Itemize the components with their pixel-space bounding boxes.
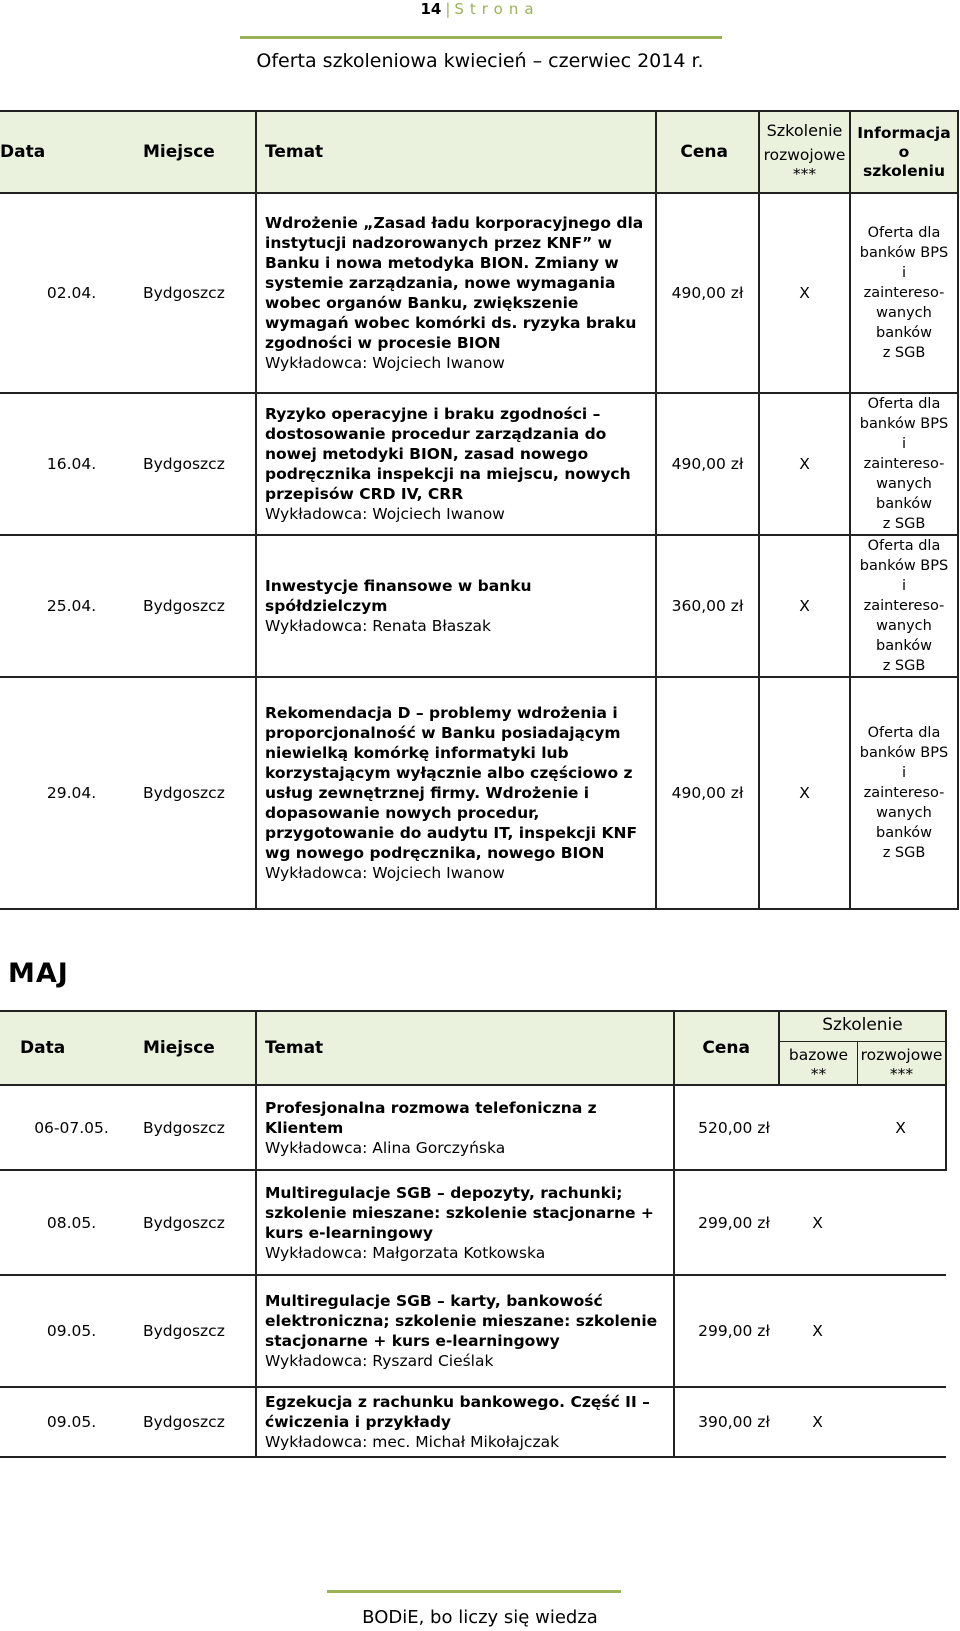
col-header-development: rozwojowe [860,1046,943,1064]
info-line: banków BPS [859,245,949,261]
row-info [850,677,958,909]
row-place: Bydgoszcz [123,1275,256,1387]
row-topic-title: Egzekucja z rachunku bankowego. Część II – ćwiczenia i przykłady [265,1393,650,1431]
row-basic-mark [779,1085,856,1170]
row-place: Bydgoszcz [123,677,256,909]
row-topic-title: Wdrożenie „Zasad ładu korporacyjnego dla instytucji nadzorowanych przez KNF” w Banku i nowa metodyka BION. Zmiany w systemie zarządzania, nowe wymagania wobec organów Banku, zwiększenie wymagań wobec komórki ds. ryzyka braku zgodności w procesie BION [265,214,644,352]
row-price: 520,00 zł [674,1085,779,1170]
row-price: 490,00 zł [656,193,759,393]
row-date: 06-07.05. [0,1085,123,1170]
row-place: Bydgoszcz [123,1085,256,1170]
row-place: Bydgoszcz [123,1170,256,1275]
table-row [0,393,958,535]
row-topic-title: Multiregulacje SGB – karty, bankowość elektroniczna; szkolenie mieszane: szkolenie stacjonarne + kurs e-learningowy [265,1292,658,1350]
col-header-place: Miejsce [143,1038,215,1058]
document-title: Oferta szkoleniowa kwiecień – czerwiec 2014 r. [256,50,704,72]
info-line: Oferta dla [867,225,941,241]
col-header-info-line2: o [898,142,910,161]
footer-rule [327,1590,621,1593]
row-price: 490,00 zł [656,677,759,909]
row-development-mark [856,1275,946,1387]
info-line: banków [876,325,932,341]
row-development-mark: X [759,393,850,535]
info-line: Oferta dla [867,538,941,554]
may-training-table [0,1010,947,1458]
row-date: 25.04. [0,535,123,677]
table-row [0,1170,946,1275]
info-line: z SGB [882,658,926,674]
row-development-mark [856,1170,946,1275]
row-development-mark: X [856,1085,946,1170]
row-date: 09.05. [0,1275,123,1387]
col-header-development-cell [858,1042,945,1084]
row-topic-title: Profesjonalna rozmowa telefoniczna z Klientem [265,1098,597,1137]
row-date: 02.04. [0,193,123,393]
info-line: z SGB [882,516,926,532]
row-topic-title: Ryzyko operacyjne i braku zgodności – dostosowanie procedur zarządzania do nowej metodyki BION, zasad nowego podręcznika inspekcji na miejscu, nowych przepisów CRD IV, CRR [265,405,631,503]
col-header-topic: Temat [256,111,656,193]
info-line: Oferta dla [867,725,941,741]
col-header-date: Data [20,1038,66,1058]
col-header-info-line3: szkoleniu [863,161,945,180]
table-row [0,1387,946,1457]
info-line: wanych [876,305,932,321]
april-training-table [0,110,959,910]
row-topic [256,1275,674,1387]
col-header-info [850,111,958,193]
row-lecturer: Wykładowca: Małgorzata Kotkowska [265,1243,546,1262]
info-line: z SGB [882,845,926,861]
col-header-development-marker: *** [889,1065,914,1083]
table-row [0,193,958,393]
info-line: i [901,265,907,281]
row-place: Bydgoszcz [123,535,256,677]
row-price: 490,00 zł [656,393,759,535]
table-row [0,1085,946,1170]
row-price: 360,00 zł [656,535,759,677]
row-topic [256,1085,674,1170]
row-place: Bydgoszcz [123,393,256,535]
row-date: 16.04. [0,393,123,535]
table-row [0,677,958,909]
row-info [850,535,958,677]
row-info [850,393,958,535]
row-development-mark: X [759,193,850,393]
row-basic-mark: X [779,1275,856,1387]
info-line: banków BPS [859,558,949,574]
info-line: banków [876,638,932,654]
info-line: banków BPS [859,745,949,761]
page-word: Strona [454,0,540,18]
info-line: i [901,436,907,452]
info-line: i [901,578,907,594]
col-header-training-title: Szkolenie [780,1012,945,1042]
row-lecturer: Wykładowca: mec. Michał Mikołajczak [265,1433,560,1451]
page-number: 14 [420,0,442,18]
row-price: 299,00 zł [674,1275,779,1387]
table-row [0,1275,946,1387]
info-line: zaintereso- [863,456,945,472]
info-line: zaintereso- [863,285,945,301]
row-price: 390,00 zł [674,1387,779,1457]
section-heading-may: MAJ [8,958,69,989]
col-header-place: Miejsce [143,142,215,162]
row-topic [256,677,656,909]
row-date: 29.04. [0,677,123,909]
col-header-topic: Temat [256,1011,674,1085]
col-header-development: rozwojowe [763,145,846,164]
info-line: wanych [876,476,932,492]
row-lecturer: Wykładowca: Wojciech Iwanow [265,864,505,882]
info-line: wanych [876,805,932,821]
col-header-development-marker: *** [792,164,817,183]
row-basic-mark: X [779,1387,856,1457]
row-lecturer: Wykładowca: Wojciech Iwanow [265,354,505,372]
page-number-header [0,0,960,18]
row-lecturer: Wykładowca: Alina Gorczyńska [265,1138,506,1157]
row-topic [256,193,656,393]
col-header-date: Data [0,142,46,162]
col-header-training-title: Szkolenie [766,120,843,140]
info-line: banków [876,825,932,841]
col-header-price: Cena [674,1011,779,1085]
row-basic-mark: X [779,1170,856,1275]
table-row [0,535,958,677]
page-separator: | [445,0,451,18]
row-info [850,193,958,393]
row-price: 299,00 zł [674,1170,779,1275]
col-header-training [759,111,850,193]
row-topic [256,1170,674,1275]
row-lecturer: Wykładowca: Ryszard Cieślak [265,1352,494,1370]
info-line: banków BPS [859,416,949,432]
info-line: banków [876,496,932,512]
row-place: Bydgoszcz [123,193,256,393]
row-topic-title: Inwestycje finansowe w banku spółdzielczym [265,577,532,615]
info-line: i [901,765,907,781]
col-header-price: Cena [656,111,759,193]
row-lecturer: Wykładowca: Renata Błaszak [265,617,491,635]
row-development-mark: X [759,535,850,677]
col-header-info-line1: Informacja [857,123,951,142]
row-topic [256,393,656,535]
row-development-mark: X [759,677,850,909]
info-line: z SGB [882,345,926,361]
footer-slogan: BODiE, bo liczy się wiedza [362,1607,598,1628]
info-line: wanych [876,618,932,634]
row-topic-title: Multiregulacje SGB – depozyty, rachunki; szkolenie mieszane: szkolenie stacjonarne + kurs e-learningowy [265,1183,654,1242]
info-line: zaintereso- [863,598,945,614]
col-header-basic-cell [780,1042,858,1084]
row-date: 08.05. [0,1170,123,1275]
header-rule [240,36,722,39]
col-header-training [779,1011,946,1085]
info-line: zaintereso- [863,785,945,801]
col-header-basic: bazowe [788,1046,849,1064]
row-place: Bydgoszcz [123,1387,256,1457]
row-date: 09.05. [0,1387,123,1457]
info-line: Oferta dla [867,396,941,412]
row-topic [256,535,656,677]
row-lecturer: Wykładowca: Wojciech Iwanow [265,505,505,523]
row-topic [256,1387,674,1457]
col-header-basic-marker: ** [810,1065,827,1083]
row-development-mark [856,1387,946,1457]
row-topic-title: Rekomendacja D – problemy wdrożenia i proporcjonalność w Banku posiadającym niewielką komórkę informatyki lub korzystającym wyłącznie albo częściowo z usług zewnętrznej firmy. Wdrożenie i dopasowanie nowych procedur, przygotowanie do audytu IT, inspekcji KNF wg nowego podręcznika, nowego BION [265,704,638,862]
